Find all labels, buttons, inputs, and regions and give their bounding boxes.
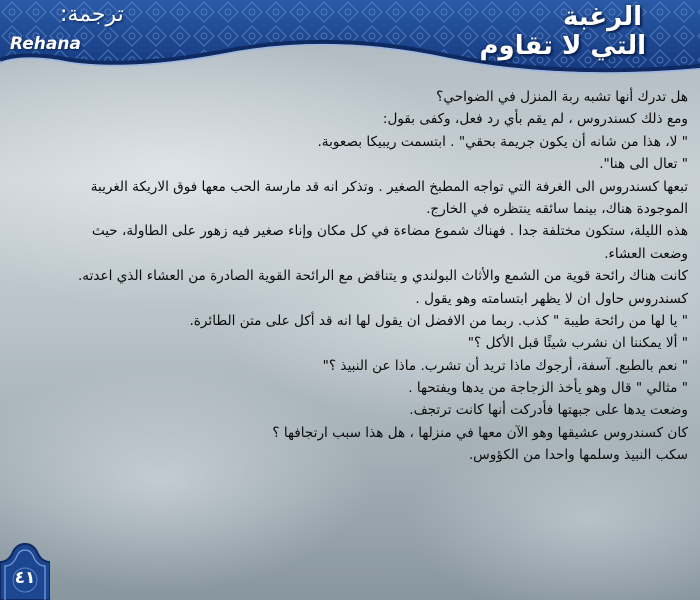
text-line: سكب النبيذ وسلمها واحدا من الكؤوس. [468, 447, 688, 464]
title-line-2: التي لا تقاوم [479, 31, 646, 61]
text-line: وضعت العشاء. [604, 245, 688, 262]
text-line: كسندروس حاول ان لا يظهر ابتسامته وهو يقول . [415, 290, 688, 307]
translator-name: Rehana [10, 34, 81, 54]
page-number: ٤١ [14, 568, 36, 588]
text-line: تبعها كسندروس الى الغرفة التي تواجه المطبخ الصغير . وتذكر انه قد مارسة الحب معها فوق الاريكة الغريبة [90, 178, 688, 195]
text-line: " نعم بالطبع. آسفة، أرجوك ماذا تريد أن تشرب. ماذا عن النبيذ ؟" [322, 357, 688, 374]
text-line: " يا لها من رائحة طيبة " كذب. ربما من الافضل ان يقول لها انه قد أكل على متن الطائرة. [189, 312, 688, 329]
text-line: " ألا يمكننا ان نشرب شيئًا قبل الأكل ؟" [467, 335, 688, 352]
text-line: ومع ذلك كسندروس ، لم يقم بأي رد فعل، وكفى بقول: [382, 111, 688, 128]
text-line: هذه الليلة، ستكون مختلفة جدا . فهناك شموع مضاءة في كل مكان وإناء صغير فيه زهور على الطاولة، حيث [91, 223, 688, 240]
text-line: هل تدرك أنها تشبه ربة المنزل في الضواحي؟ [436, 89, 688, 105]
text-line: كانت هناك رائحة قوية من الشمع والأثاث البولندي و يتناقض مع الرائحة القوية الصادرة من العشاء الذي اعدته. [77, 268, 688, 285]
text-line: " مثالي " قال وهو يأخذ الزجاجة من يدها ويفتحها . [408, 380, 688, 397]
text-line: " تعال الى هنا". [599, 156, 688, 173]
text-line: كان كسندروس عشيقها وهو الآن معها في منزلها ، هل هذا سبب ارتجافها ؟ [272, 424, 688, 441]
translation-label: ترجمة: [60, 2, 124, 27]
text-line: " لا، هذا من شانه أن يكون جريمة بحقي" . ابتسمت ريبيكا بصعوبة. [317, 133, 688, 150]
text-line: الموجودة هناك، بينما سائقه ينتظره في الخارج. [426, 200, 688, 217]
text-line: وضعت يدها على جبهتها فأدركت أنها كانت ترتجف. [409, 402, 688, 419]
story-text [14, 86, 688, 467]
title-line-1: الرغبة [563, 2, 642, 32]
